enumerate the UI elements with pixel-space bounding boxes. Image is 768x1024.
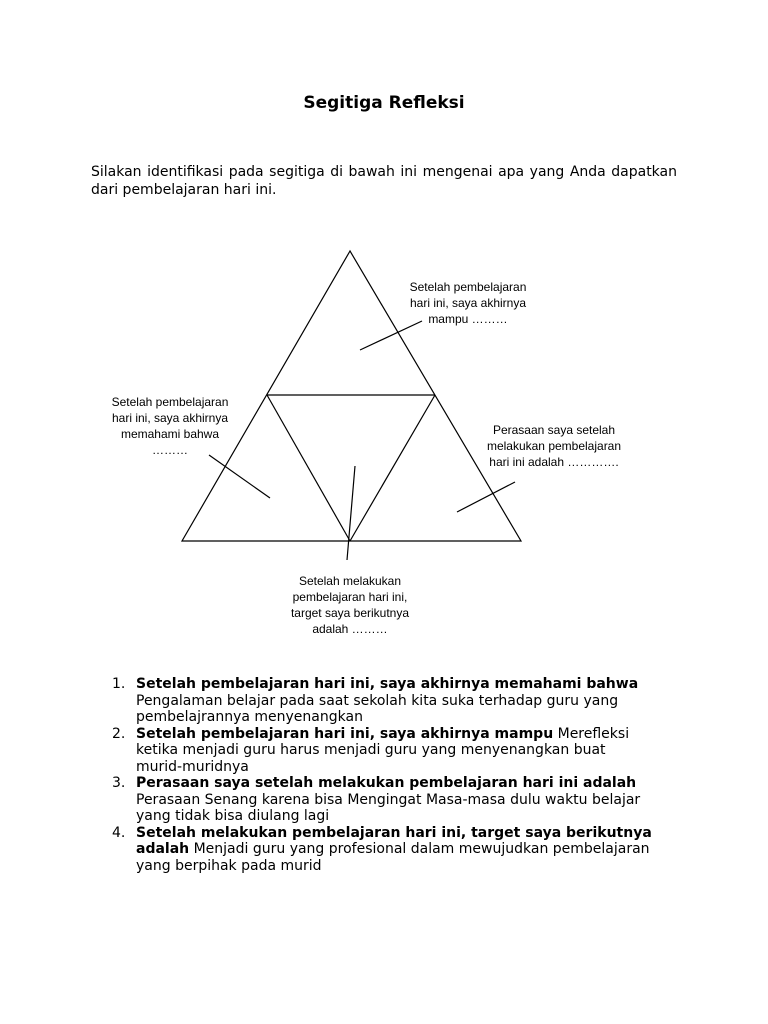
item-answer: Perasaan Senang karena bisa Mengingat Masa-masa dulu waktu belajar yang tidak bisa diulang lagi	[136, 791, 641, 824]
inner-right-edge	[350, 395, 435, 541]
item-number: 3.	[112, 775, 126, 791]
pointer-right	[457, 482, 515, 512]
item-number: 1.	[112, 676, 126, 692]
item-answer: Merefleksi ketika menjadi guru harus menjadi guru yang menyenangkan buat murid-muridnya	[136, 725, 630, 775]
page-title: Segitiga Refleksi	[303, 93, 465, 113]
item-answer: Menjadi guru yang profesional dalam mewujudkan pembelajaran yang berpihak pada murid	[136, 841, 650, 874]
item-question: Setelah melakukan pembelajaran hari ini, target saya berikutnya adalah	[136, 824, 652, 857]
item-number: 2.	[112, 725, 126, 742]
label-left-section: Setelah pembelajaran hari ini, saya akhirnya memahami bahwa ………	[111, 395, 229, 457]
answers-list	[92, 676, 652, 874]
list-item	[92, 775, 652, 825]
label-bottom-section: Setelah melakukan pembelajaran hari ini, target saya berikutnya adalah ………	[290, 574, 410, 636]
list-item	[92, 726, 652, 776]
list-item	[92, 825, 652, 875]
label-right-section: Perasaan saya setelah melakukan pembelajaran hari ini adalah ………….	[486, 423, 622, 469]
item-answer: Pengalaman belajar pada saat sekolah kita suka terhadap guru yang pembelajrannya menyenangkan	[136, 692, 619, 725]
intro-paragraph: Silakan identifikasi pada segitiga di bawah ini mengenai apa yang Anda dapatkan dari pembelajaran hari ini.	[91, 164, 677, 198]
label-top-section: Setelah pembelajaran hari ini, saya akhirnya mampu ………	[409, 280, 527, 326]
item-number: 4.	[112, 824, 126, 841]
item-question: Setelah pembelajaran hari ini, saya akhirnya mampu	[136, 725, 554, 742]
list-item	[92, 676, 652, 726]
pointer-left	[209, 455, 270, 498]
item-question: Setelah pembelajaran hari ini, saya akhirnya memahami bahwa	[136, 676, 639, 692]
item-question: Perasaan saya setelah melakukan pembelajaran hari ini adalah	[136, 775, 637, 791]
inner-left-edge	[267, 395, 350, 541]
pointer-bottom	[347, 466, 355, 560]
